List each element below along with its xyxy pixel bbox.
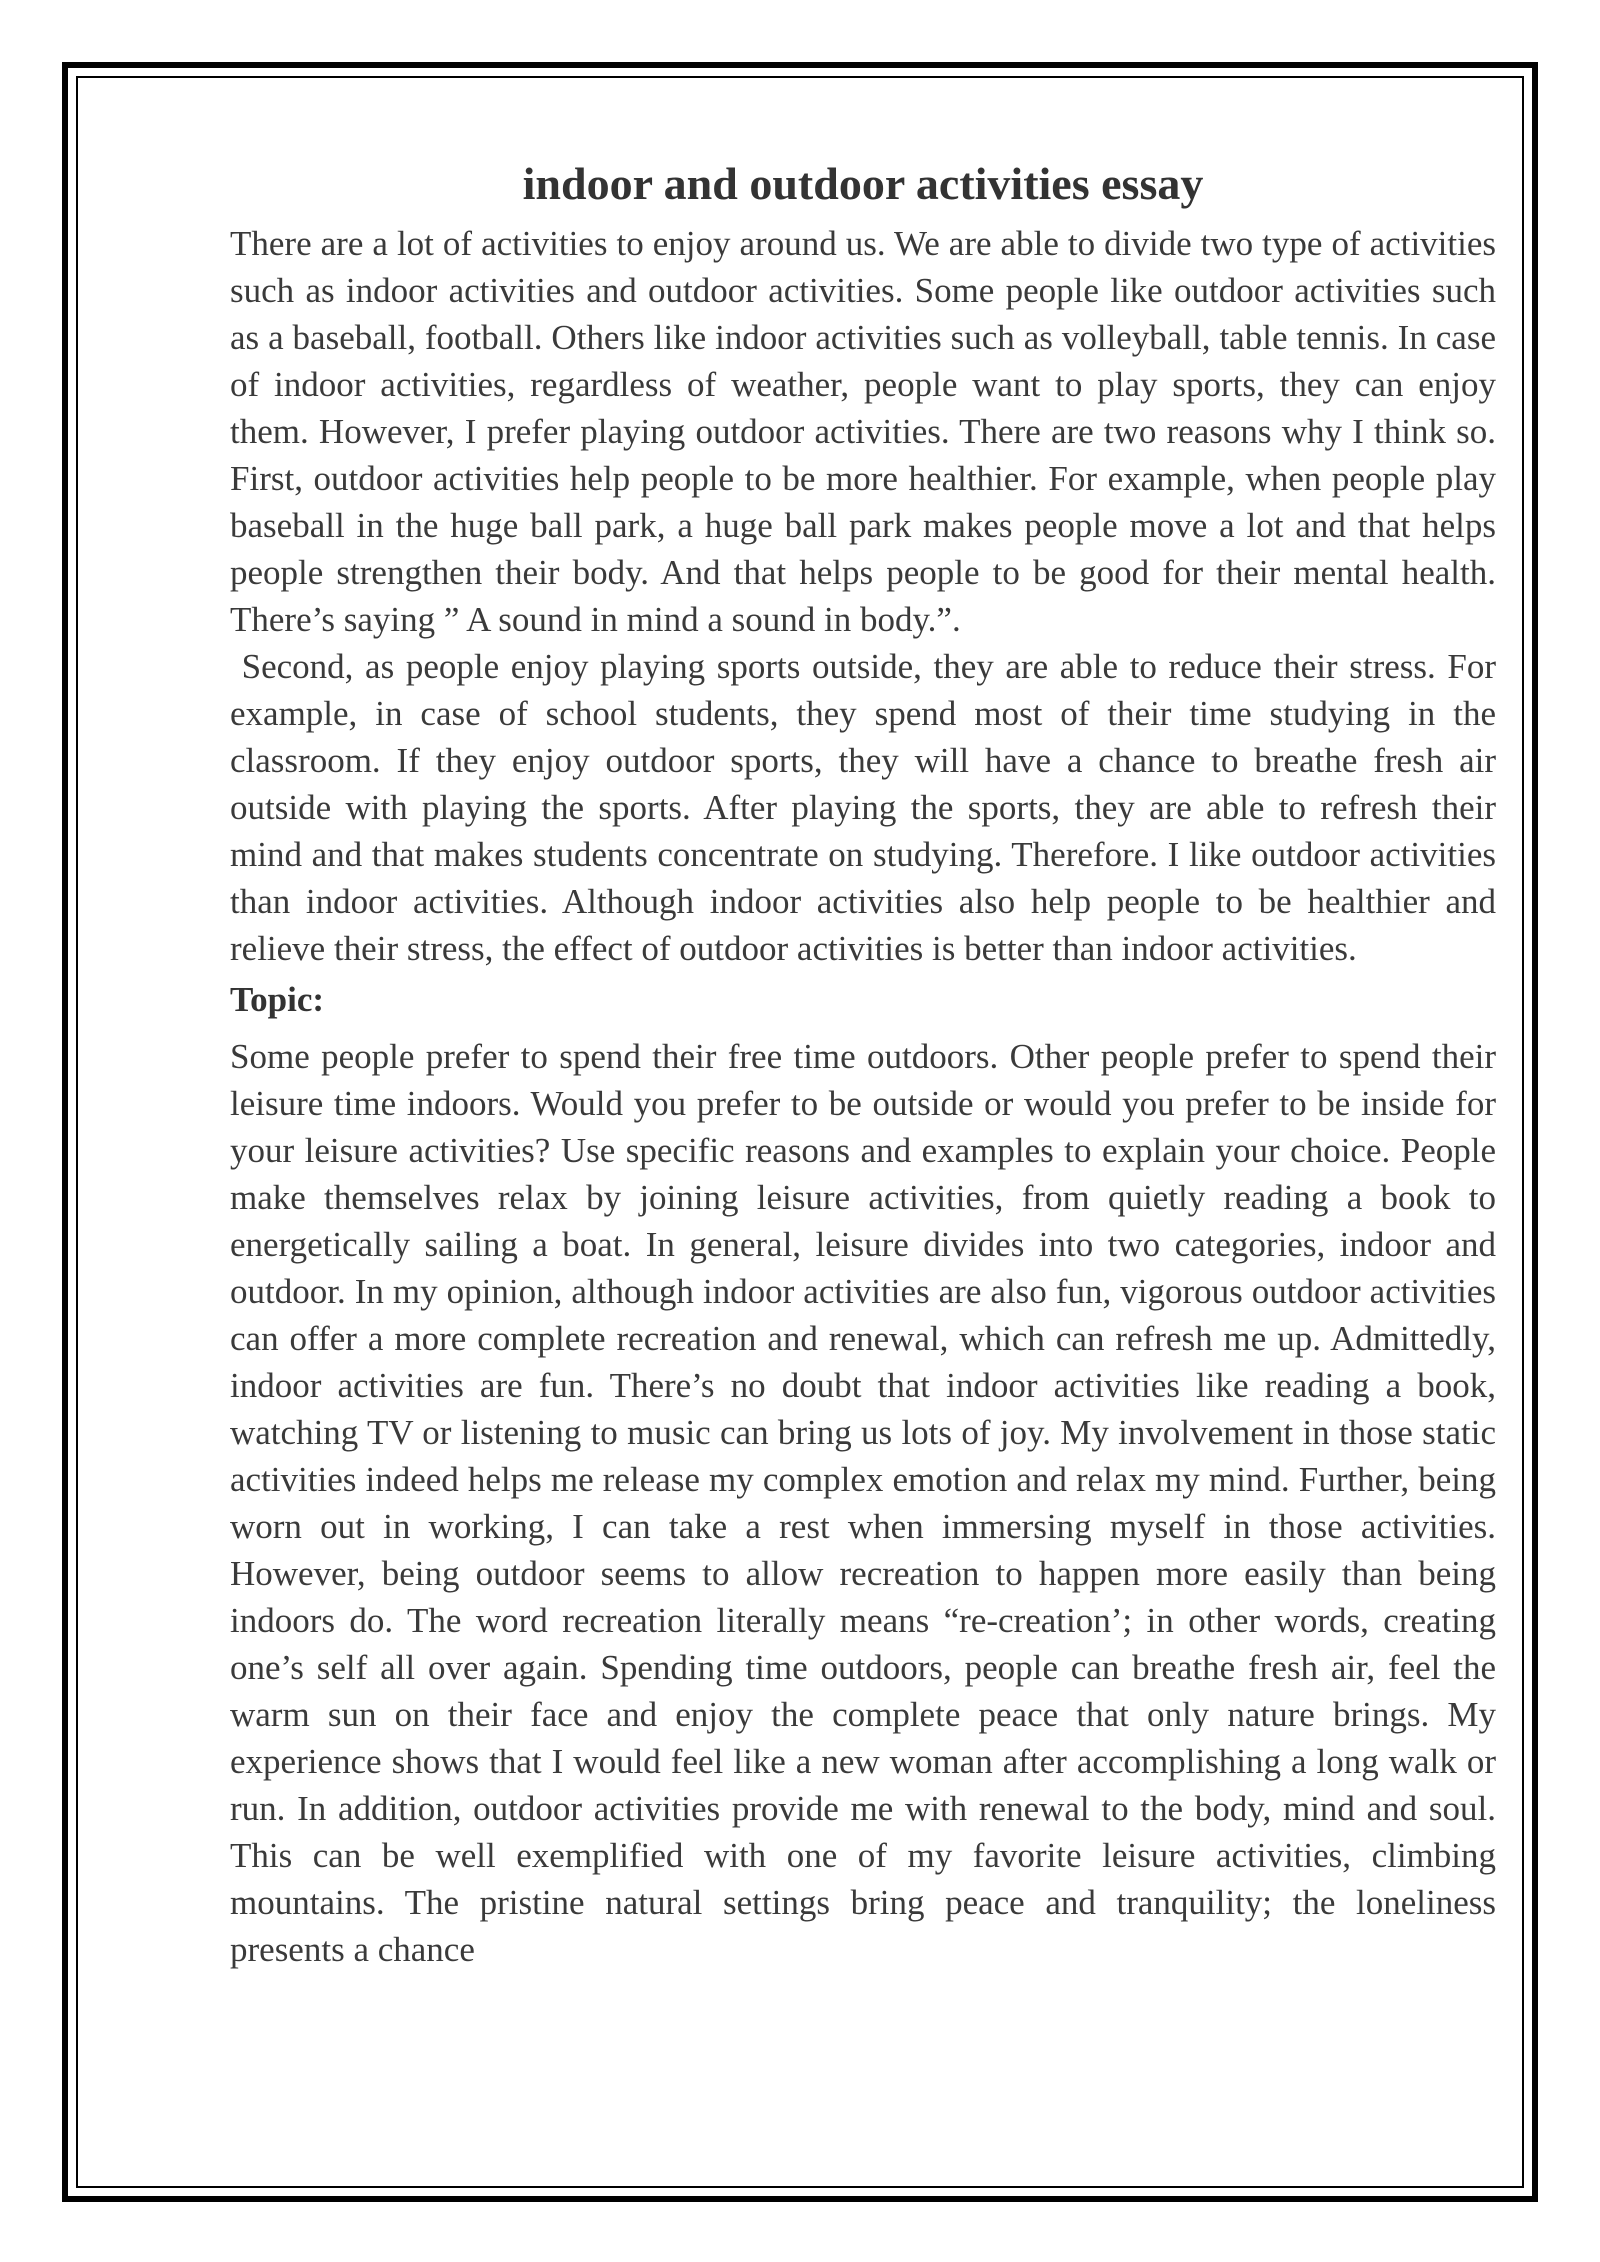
document-body — [230, 152, 1505, 1973]
document-title: indoor and outdoor activities essay — [522, 158, 1204, 209]
essay-paragraph-1: There are a lot of activities to enjoy around us. We are able to divide two type of activities such as indoor activities and outdoor activities. Some people like outdoor activities such as a baseball, football. Others like indoor activities such as volleyball, table tennis. In case of indoor activities, regardless of weather, people want to play sports, they can enjoy them. However, I prefer playing outdoor activities. There are two reasons why I think so. First, outdoor activities help people to be more healthier. For example, when people play baseball in the huge ball park, a huge ball park makes people move a lot and that helps people strengthen their body. And that helps people to be good for their mental health. There’s saying ” A sound in mind a sound in body.”. — [230, 224, 1496, 639]
essay-paragraph-2: Second, as people enjoy playing sports outside, they are able to reduce their stress. For example, in case of school students, they spend most of their time studying in the classroom. If they enjoy outdoor sports, they will have a chance to breathe fresh air outside with playing the sports. After playing the sports, they are able to refresh their mind and that makes students concentrate on studying. Therefore. I like outdoor activities than indoor activities. Although indoor activities also help people to be healthier and relieve their stress, the effect of outdoor activities is better than indoor activities. — [230, 647, 1505, 968]
topic-heading: Topic: — [230, 980, 325, 1019]
topic-paragraph: Some people prefer to spend their free time outdoors. Other people prefer to spend their leisure time indoors. Would you prefer to be outside or would you prefer to be inside for your leisure activities? Use specific reasons and examples to explain your choice. People make themselves relax by joining leisure activities, from quietly reading a book to energetically sailing a boat. In general, leisure divides into two categories, indoor and outdoor. In my opinion, although indoor activities are also fun, vigorous outdoor activities can offer a more complete recreation and renewal, which can refresh me up. Admittedly, indoor activities are fun. There’s no doubt that indoor activities like reading a book, watching TV or listening to music can bring us lots of joy. My involvement in those static activities indeed helps me release my complex emotion and relax my mind. Further, being worn out in working, I can take a rest when immersing myself in those activities. However, being outdoor seems to allow recreation to happen more easily than being indoors do. The word recreation literally means “re-creation’; in other words, creating one’s self all over again. Spending time outdoors, people can breathe fresh air, feel the warm sun on their face and enjoy the complete peace that only nature brings. My experience shows that I would feel like a new woman after accomplishing a long walk or run. In addition, outdoor activities provide me with renewal to the body, mind and soul. This can be well exemplified with one of my favorite leisure activities, climbing mountains. The pristine natural settings bring peace and tranquility; the loneliness presents a chance — [230, 1037, 1496, 1969]
